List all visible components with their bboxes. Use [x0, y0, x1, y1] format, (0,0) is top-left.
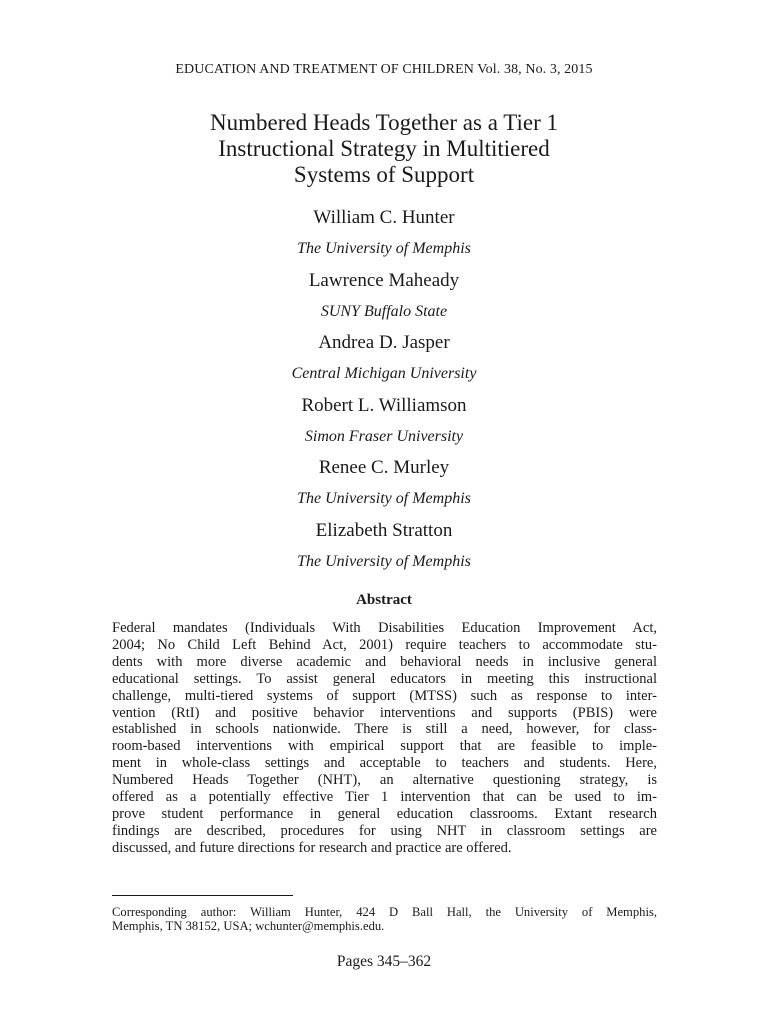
author-affiliation: Central Michigan University	[291, 365, 477, 382]
author-entry	[0, 455, 768, 518]
author-entry	[0, 330, 768, 393]
title-line: Systems of Support	[293, 162, 475, 187]
author-entry	[0, 393, 768, 456]
abstract-line: Federal mandates (Individuals With Disabilities Education Improvement Act,	[112, 620, 657, 636]
article-title	[120, 110, 648, 188]
journal-header: EDUCATION AND TREATMENT OF CHILDREN Vol. 38, No. 3, 2015	[175, 62, 593, 77]
author-affiliation: SUNY Buffalo State	[320, 302, 448, 320]
author-name: Andrea D. Jasper	[318, 332, 450, 353]
abstract-line: Numbered Heads Together (NHT), an alternative questioning strategy, is	[112, 772, 657, 789]
abstract-heading: Abstract	[356, 592, 412, 608]
author-affiliation: The University of Memphis	[297, 552, 471, 570]
author-entry	[0, 205, 768, 268]
abstract-line: vention (RtI) and positive behavior interventions and supports (PBIS) were	[112, 704, 657, 721]
abstract-line: findings are described, procedures for using NHT in classroom settings are	[112, 822, 657, 839]
author-name: Lawrence Maheady	[308, 269, 460, 291]
author-list	[0, 205, 768, 580]
abstract-line: room-based interventions with empirical support that are feasible to imple-	[112, 738, 657, 755]
abstract-line: discussed, and future directions for research and practice are offered.	[112, 839, 512, 856]
footnote-line: Corresponding author: William Hunter, 424 D Ball Hall, the University of Memphis,	[112, 905, 657, 919]
abstract-body	[112, 620, 657, 857]
author-entry	[0, 518, 768, 581]
footnote-line: Memphis, TN 38152, USA; wchunter@memphis.edu.	[112, 919, 385, 933]
title-line: Instructional Strategy in Multitiered	[218, 136, 550, 161]
abstract-line: offered as a potentially effective Tier 1 intervention that can be used to im-	[112, 789, 657, 806]
abstract-line: educational settings. To assist general educators in meeting this instructional	[112, 670, 657, 687]
author-name: Elizabeth Stratton	[315, 519, 453, 541]
title-line: Numbered Heads Together as a Tier 1	[210, 110, 558, 135]
author-affiliation: The University of Memphis	[297, 240, 471, 257]
author-entry	[0, 268, 768, 331]
abstract-line: prove student performance in general education classrooms. Extant research	[112, 805, 657, 822]
author-name: William C. Hunter	[313, 207, 455, 228]
footnote-divider	[112, 895, 293, 896]
abstract-line: ment in whole-class settings and acceptable to teachers and students. Here,	[112, 755, 657, 772]
page-range: Pages 345–362	[336, 953, 432, 970]
abstract-line: challenge, multi-tiered systems of support (MTSS) such as response to inter-	[112, 687, 657, 704]
abstract-line: 2004; No Child Left Behind Act, 2001) require teachers to accommodate stu-	[112, 636, 657, 653]
author-name: Renee C. Murley	[318, 457, 450, 478]
author-affiliation: The University of Memphis	[297, 490, 471, 507]
author-name: Robert L. Williamson	[301, 394, 467, 416]
corresponding-author-footnote	[112, 905, 657, 933]
abstract-line: established in schools nationwide. There is still a need, however, for class-	[112, 721, 657, 738]
author-affiliation: Simon Fraser University	[304, 427, 464, 445]
abstract-line: dents with more diverse academic and behavioral needs in inclusive general	[112, 653, 657, 670]
